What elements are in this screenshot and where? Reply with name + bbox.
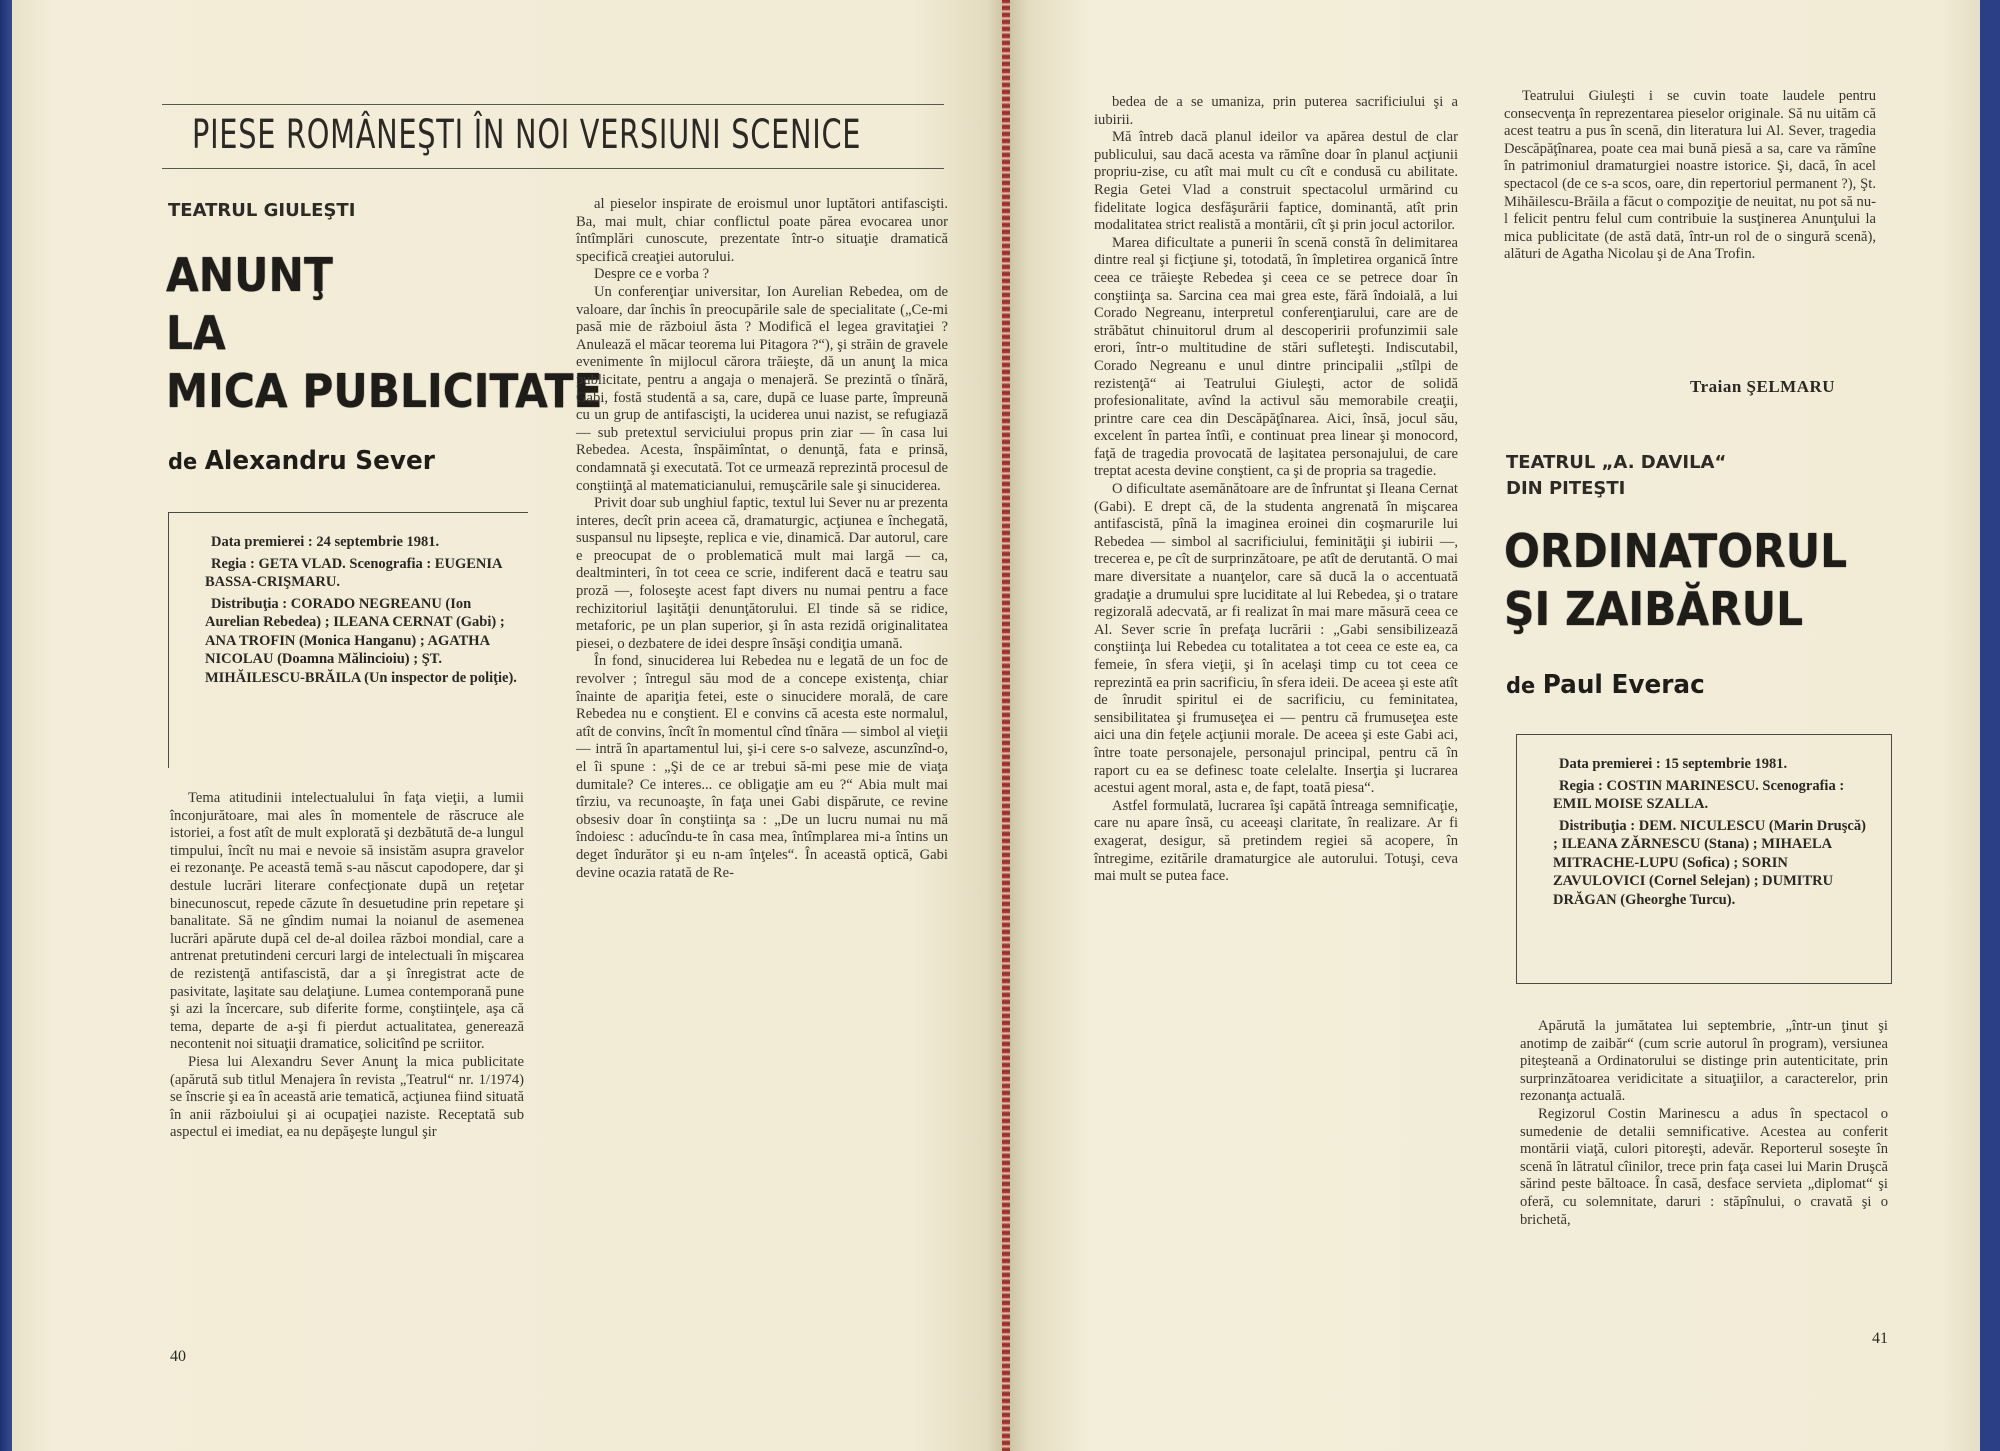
paragraph: Un conferenţiar universitar, Ion Aurelian Rebedea, om de valoare, dar închis în preocupările sale de specialitate („Ce-mi pasă mie de războiul ăsta ? Modifică el legea gravitaţiei ? Anulează el măcar teorema lui Pitagora ?“), şi străin de gravele evenimente în mijlocul cărora trăieşte, dă un anunţ la mica publicitate, pentru a angaja o menajeră. Se prezintă o tînără, Gabi, fostă studentă a sa, care, după ce luase parte, împreună cu un grup de antifascişti, la uciderea unui nazist, se refugiază — sub pretextul serviciului propus prin ziar — în casa lui Rebedea. Acesta, înspăimîntat, o denunţă, fata e prinsă, condamnată şi executată. Tot ce urmează reprezintă procesul de conştiinţă al matematicianului, remuşcările sale şi sinuciderea. (576, 283, 948, 494)
byline-de: de (168, 450, 198, 475)
paragraph: Mă întreb dacă planul ideilor va apărea destul de clar publicului, sau dacă acesta va rămîne doar în planul acţiunii propriu-zise, cu atît mai mult cu cît e condusă cu abilitate. Regia Getei Vlad a construit spectacolul urmărind cu fidelitate logica desfăşurării faptice, dominantă, atît prin modalitatea strict realistă a montării, cît şi prin jocul actorilor. (1094, 129, 1458, 234)
byline (1506, 670, 1705, 700)
title-line: LA (166, 306, 226, 360)
paragraph: Piesa lui Alexandru Sever Anunţ la mica publicitate (apărută sub titlul Menajera în revista „Teatrul“ nr. 1/1974) se înscrie şi ea în această arie tematică, acţiunea fiind situată în anii războiului şi ai ocupaţiei naziste. Receptată sub aspectul ei imediat, ea nu depăşeşte lungul şir (170, 1053, 524, 1141)
paragraph: al pieselor inspirate de eroismul unor luptători antifascişti. Ba, mai mult, chiar conflictul poate părea evocarea unor întîmplări cunoscute, prezentate într-o situaţie dramatică specifică creaţiei autorului. (576, 196, 948, 265)
info-cast: Distribuţia : CORADO NEGREANU (Ion Aurelian Rebedea) ; ILEANA CERNAT (Gabi) ; ANA TROFIN (Monica Hanganu) ; AGATHA NICOLAU (Doamna Mălincioiu) ; ŞT. MIHĂILESCU-BRĂILA (Un inspector de poliţie). (205, 595, 517, 686)
paragraph: Tema atitudinii intelectualului în faţa vieţii, a lumii înconjurătoare, mai ales în momentele de răscruce ale istoriei, a fost atît de mult explorată şi dezbătută de-a lungul timpului, încît nu mai e nevoie să insistăm asupra gravelor ei rezonanţe. Pe această temă s-au născut capodopere, dar şi destule lucrări literare confecţionate după un reţetar binecunoscut, repede căzute în desuetudine prin repetare şi banalitate. Să ne gîndim numai la noianul de asemenea lucrări apărute după cel de-al doilea război mondial, care a antrenat pretutindeni cercuri largi de intelectuali în mişcarea de rezistenţă antifascistă, dar a şi înregistrat acte de pasivitate, laşitate sau delaţiune. Lumea contemporană pune şi azi la încercare, sub diferite forme, conştiinţele, aşa că tema, departe de a-şi fi pierdut actualitatea, generează necontenit noi situaţii dramatice, solicitînd pe scriitor. (170, 790, 524, 1053)
theatre-line: DIN PITEŞTI (1506, 478, 1626, 499)
text-column-1 (1094, 94, 1458, 886)
title-line: ŞI ZAIBĂRUL (1504, 582, 1804, 636)
text-column-2 (576, 196, 948, 882)
title-line: ANUNŢ (166, 248, 333, 302)
author-signature: Traian ŞELMARU (1690, 377, 1836, 396)
byline-author: Paul Everac (1542, 670, 1705, 700)
theatre-line: TEATRUL „A. DAVILA“ (1506, 452, 1727, 473)
article-title (1504, 522, 1847, 638)
theatre-label (1506, 450, 1726, 502)
paragraph: Privit doar sub unghiul faptic, textul lui Sever nu ar prezenta interes, decît prin aceea că, dramaturgic, acţiunea e închegată, suspansul nu lipseşte, replica e vie, dinamică. Dar autorul, care e preocupat de o problematică mult mai largă — ca, dealtminteri, în tot ceea ce scrie, indiferent dacă e teatru sau proză —, foloseşte acest fapt divers nu numai pentru a face rechizitoriul laşităţii denunţătorului. El tinde să se ridice, metaforic, pe un plan superior, şi în asta rezidă originalitatea piesei, o dezbatere de idei despre însăşi condiţia umană. (576, 495, 948, 652)
info-cast: Distribuţia : DEM. NICULESCU (Marin Druşcă) ; ILEANA ZĂRNESCU (Stana) ; MIHAELA MITRACHE-LUPU (Sofica) ; SORIN ZAVULOVICI (Cornel Selejan) ; DUMITRU DRĂGAN (Gheorghe Turcu). (1553, 817, 1866, 908)
page-number: 40 (170, 1348, 186, 1365)
left-page (12, 0, 1002, 1451)
paragraph: O dificultate asemănătoare are de înfruntat şi Ileana Cernat (Gabi). E drept că, de la studenta angrenată în mişcarea antifascistă, pînă la imaginea eroinei din coşmarurile lui Rebedea — simbol al sacrificiului, feminităţii şi iubirii —, trecerea e, pe cît de surprinzătoare, pe atît de derutantă. O mai mare diversitate a nuanţelor, care să ducă la o accentuată gradaţie a drumului spre luciditate al lui Rebedea, şi o tratare regizorală adecvată, ar fi realizat în mai mare măsură ceea ce Al. Sever scrie în prefaţa lucrării : „Gabi sensibilizează conştiinţa lui Rebedea cu totalitatea a tot ceea ce este ea, ca femeie, în sfera vieţii, şi în acelaşi timp cu tot ceea ce reprezintă ea prin sacrificiu, în sfera ideii. De aceea şi este atît de înrudit spiritul ei de sacrificiu, cu feminitatea, sensibilitatea şi frumuseţea ei — pentru că frumuseţea este aici una din feţele acţiunii morale. De aceea şi este Gabi aci, între toate personajele, personajul principal, pentru că în raport cu ea se definesc toate celelalte. Inserţia şi lucrarea acestui agent moral, asta e, de fapt, toată piesa“. (1094, 481, 1458, 797)
byline-de: de (1506, 674, 1536, 699)
byline-author: Alexandru Sever (204, 446, 435, 476)
header-rule-top (162, 104, 944, 105)
book-binding (0, 0, 12, 1451)
info-direction: Regia : GETA VLAD. Scenografia : EUGENIA BASSA-CRIŞMARU. (205, 555, 502, 590)
info-premiere-date: Data premierei : 24 septembrie 1981. (211, 534, 440, 550)
article-title (166, 246, 602, 420)
text-column-1 (170, 790, 524, 1142)
info-direction: Regia : COSTIN MARINESCU. Scenografia : EMIL MOISE SZALLA. (1553, 777, 1845, 812)
paragraph: bedea de a se umaniza, prin puterea sacrificiului şi a iubirii. (1094, 94, 1458, 128)
text-column-2-bottom (1520, 1018, 1888, 1229)
header-rule-bottom (162, 168, 944, 169)
info-premiere-date: Data premierei : 15 septembrie 1981. (1559, 756, 1788, 772)
title-line: MICA PUBLICITATE (166, 364, 603, 418)
paragraph: Despre ce e vorba ? (594, 266, 710, 283)
paragraph: Teatrului Giuleşti i se cuvin toate laudele pentru consecvenţa în reprezentarea pieselor originale. Să nu uităm că acest teatru a pus în scenă, din literatura lui Al. Sever, tragedia Descăpăţînarea, poate cea mai bună piesă a sa, care va rămîne în patrimoniul dramaturgiei noastre istorice. Şi, dacă, în acel spectacol (de ce s-a scos, oare, din repertoriul permanent ?), Şt. Mihăilescu-Brăila a făcut o compoziţie de neuitat, nu pot să nu-l felicit pentru felul cum contribuie la susţinerea Anunţului la mica publicitate (de astă dată, într-un rol de o singură scenă), alături de Agatha Nicolau şi de Ana Trofin. (1504, 88, 1876, 263)
text-column-2-top (1504, 88, 1876, 264)
paragraph: Marea dificultate a punerii în scenă constă în delimitarea dintre real şi ficţiune şi, totodată, în împletirea organică între ceea ce trăieşte Rebedea şi ceea ce se petrece doar în conştiinţa sa. Sarcina cea mai grea este, fără îndoială, a lui Corado Negreanu, interpretul conferenţiarului, care are de străbătut chinuitorul drum al descoperirii profunzimii sale erori, într-o multitudine de stări sufleteşti. Indiscutabil, Corado Negreanu e unul dintre principalii „stîlpi de rezistenţă“ ai Teatrului Giuleşti, actor de solidă profesionalitate, avînd la activul său memorabile creaţii, printre care cea din Descăpăţînarea. Aici, însă, jocul său, excelent în partea întîi, e continuat prea linear şi monocord, faţă de tragedia provocată de laşitatea personajului, de care treptat acesta devine conştient, ca şi de propria sa tragedie. (1094, 234, 1458, 480)
premiere-info-box (168, 512, 528, 768)
right-page (1010, 0, 1980, 1451)
premiere-info-box (1516, 734, 1892, 984)
paragraph: În fond, sinuciderea lui Rebedea nu e legată de un foc de revolver ; întregul său mod de a concepe existenţa, chiar înainte de apariţia fetei, este o sinucidere morală, de care Rebedea nu e conştient. El e convins că acesta este normalul, atît de convins, încît în momentul cînd tînăra — simbol al vieţii — intră în apartamentul lui, şi-i cere s-o salveze, ascunzînd-o, el îi spune : „Şi de ce ar trebui să-mi pese mie de viaţa dumitale? Ce interes... ce obligaţie am eu ?“ Abia mult mai tîrziu, va recunoaşte, în faţa unei Gabi dispărute, ce revine obsesiv doar în conştiinţa sa : „De un lucru numai nu mă îndoiesc : aducîndu-te în casa mea, întîmplarea mi-a întins un deget îndurător şi eu n-am înţeles“. În această optică, Gabi devine ocazia ratată de Re- (576, 653, 948, 881)
title-line: ORDINATORUL (1504, 524, 1848, 578)
magazine-spread (12, 0, 1980, 1451)
page-gutter (1002, 0, 1010, 1451)
paragraph: Astfel formulată, lucrarea îşi capătă întreaga semnificaţie, care nu apare însă, cu aceeaşi claritate, în realizare. Ar fi exagerat, desigur, să pretindem regiei să acopere, în întregime, ezitările dramaturgice ale autorului. Totuşi, ceva mai mult se putea face. (1094, 797, 1458, 885)
byline (168, 446, 435, 476)
page-number: 41 (1872, 1330, 1888, 1347)
paragraph: Regizorul Costin Marinescu a adus în spectacol o sumedenie de detalii semnificative. Acestea au conferit montării viaţă, culori pitoreşti, adevăr. Reporterul soseşte în scenă în lătratul cîinilor, trece prin faţa casei lui Marin Druşcă sărind peste băltoace. În casă, desface servieta „diplomat“ şi oferă, cu solemnitate, daruri : stăpînului, o cravată şi o brichetă, (1520, 1105, 1888, 1228)
paragraph: Apărută la jumătatea lui septembrie, „într-un ţinut şi anotimp de zaibăr“ (cum scrie autorul în program), versiunea piteşteană a Ordinatorului se distinge prin autenticitate, prin surprinzătoarea veridicitate a situaţiilor, a caracterelor, prin rezonanţa actuală. (1520, 1018, 1888, 1105)
section-title: PIESE ROMÂNEŞTI ÎN NOI VERSIUNI SCENICE (192, 112, 862, 158)
theatre-label: TEATRUL GIULEŞTI (168, 200, 356, 221)
